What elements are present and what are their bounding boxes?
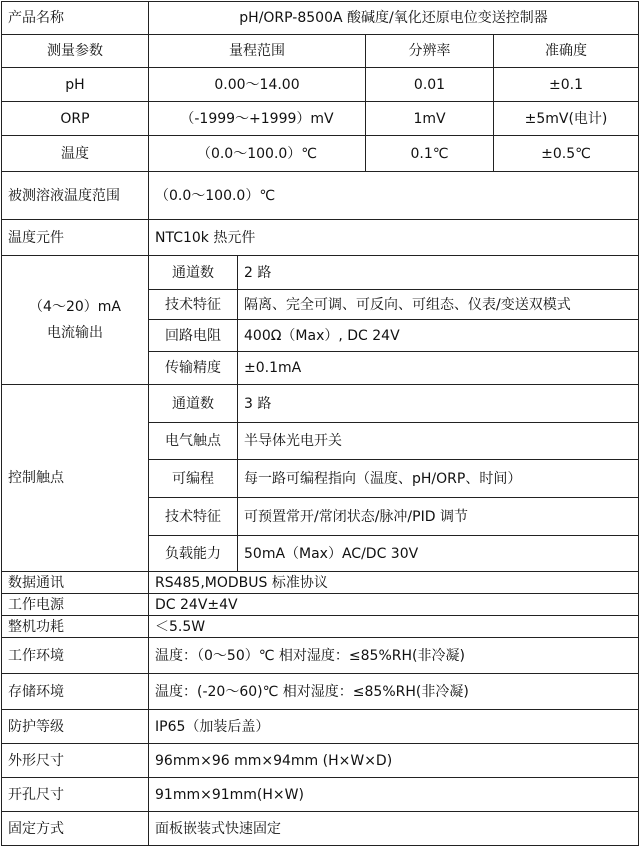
- header-accuracy: 准确度: [494, 35, 639, 68]
- current-output-label-line1: （4～20）mA: [29, 299, 121, 315]
- sub-key: 传输精度: [149, 352, 238, 385]
- measure-header-row: [2, 35, 639, 68]
- spec-table: [1, 1, 639, 846]
- sub-key: 回路电阻: [149, 320, 238, 352]
- spec-row: [2, 710, 639, 744]
- measure-row-ph: [2, 68, 639, 102]
- spec-label: 数据通讯: [2, 572, 149, 594]
- current-output-label: [2, 256, 149, 385]
- sub-value: 隔离、完全可调、可反向、可组态、仪表/变送双模式: [238, 290, 639, 320]
- product-row: [2, 2, 639, 35]
- spec-value: 面板嵌装式快速固定: [149, 812, 639, 846]
- sub-value: 3 路: [238, 385, 639, 423]
- measure-accuracy: ±5mV(电计): [494, 102, 639, 136]
- sub-key: 通道数: [149, 256, 238, 290]
- spec-value: 96mm×96 mm×94mm (H×W×D): [149, 744, 639, 778]
- measure-resolution: 0.01: [366, 68, 494, 102]
- control-row: [2, 385, 639, 423]
- measure-accuracy: ±0.5℃: [494, 136, 639, 172]
- spec-label: 工作环境: [2, 638, 149, 674]
- spec-row: [2, 744, 639, 778]
- measure-resolution: 0.1℃: [366, 136, 494, 172]
- spec-row: [2, 674, 639, 710]
- sub-value: 半导体光电开关: [238, 423, 639, 460]
- measure-resolution: 1mV: [366, 102, 494, 136]
- spec-value: IP65（加装后盖）: [149, 710, 639, 744]
- spec-label: 防护等级: [2, 710, 149, 744]
- temp-element-row: [2, 220, 639, 256]
- header-param: 测量参数: [2, 35, 149, 68]
- current-output-label-line2: 电流输出: [47, 325, 103, 341]
- sub-key: 电气触点: [149, 423, 238, 460]
- measure-row-temp: [2, 136, 639, 172]
- control-label: 控制触点: [2, 385, 149, 572]
- spec-row: [2, 572, 639, 594]
- temp-element-value: NTC10k 热元件: [149, 220, 639, 256]
- measure-row-orp: [2, 102, 639, 136]
- spec-label: 固定方式: [2, 812, 149, 846]
- measure-param: ORP: [2, 102, 149, 136]
- spec-label: 外形尺寸: [2, 744, 149, 778]
- sub-key: 技术特征: [149, 498, 238, 536]
- spec-label: 工作电源: [2, 594, 149, 616]
- measure-param: pH: [2, 68, 149, 102]
- spec-value: 91mm×91mm(H×W): [149, 778, 639, 812]
- spec-label: 整机功耗: [2, 616, 149, 638]
- solution-temp-value: （0.0～100.0）℃: [149, 172, 639, 220]
- spec-row: [2, 594, 639, 616]
- spec-row: [2, 812, 639, 846]
- measure-accuracy: ±0.1: [494, 68, 639, 102]
- solution-temp-label: 被测溶液温度范围: [2, 172, 149, 220]
- measure-range: （-1999～+1999）mV: [149, 102, 366, 136]
- sub-value: 每一路可编程指向（温度、pH/ORP、时间）: [238, 460, 639, 498]
- spec-value: ＜5.5W: [149, 616, 639, 638]
- sub-key: 通道数: [149, 385, 238, 423]
- spec-row: [2, 638, 639, 674]
- sub-value: ±0.1mA: [238, 352, 639, 385]
- sub-value: 可预置常开/常闭状态/脉冲/PID 调节: [238, 498, 639, 536]
- measure-range: 0.00～14.00: [149, 68, 366, 102]
- product-value: pH/ORP-8500A 酸碱度/氧化还原电位变送控制器: [149, 2, 639, 35]
- spec-label: 存储环境: [2, 674, 149, 710]
- sub-value: 2 路: [238, 256, 639, 290]
- sub-key: 可编程: [149, 460, 238, 498]
- spec-value: DC 24V±4V: [149, 594, 639, 616]
- product-label: 产品名称: [2, 2, 149, 35]
- sub-value: 400Ω（Max）, DC 24V: [238, 320, 639, 352]
- spec-row: [2, 778, 639, 812]
- spec-label: 开孔尺寸: [2, 778, 149, 812]
- sub-value: 50mA（Max）AC/DC 30V: [238, 536, 639, 572]
- current-output-row: [2, 256, 639, 290]
- spec-row: [2, 616, 639, 638]
- spec-value: RS485,MODBUS 标准协议: [149, 572, 639, 594]
- temp-element-label: 温度元件: [2, 220, 149, 256]
- header-resolution: 分辨率: [366, 35, 494, 68]
- measure-range: （0.0～100.0）℃: [149, 136, 366, 172]
- spec-value: 温度：(-20～60)℃ 相对湿度：≤85%RH(非冷凝): [149, 674, 639, 710]
- measure-param: 温度: [2, 136, 149, 172]
- header-range: 量程范围: [149, 35, 366, 68]
- spec-value: 温度：（0～50）℃ 相对湿度：≤85%RH(非冷凝): [149, 638, 639, 674]
- solution-temp-row: [2, 172, 639, 220]
- sub-key: 技术特征: [149, 290, 238, 320]
- sub-key: 负载能力: [149, 536, 238, 572]
